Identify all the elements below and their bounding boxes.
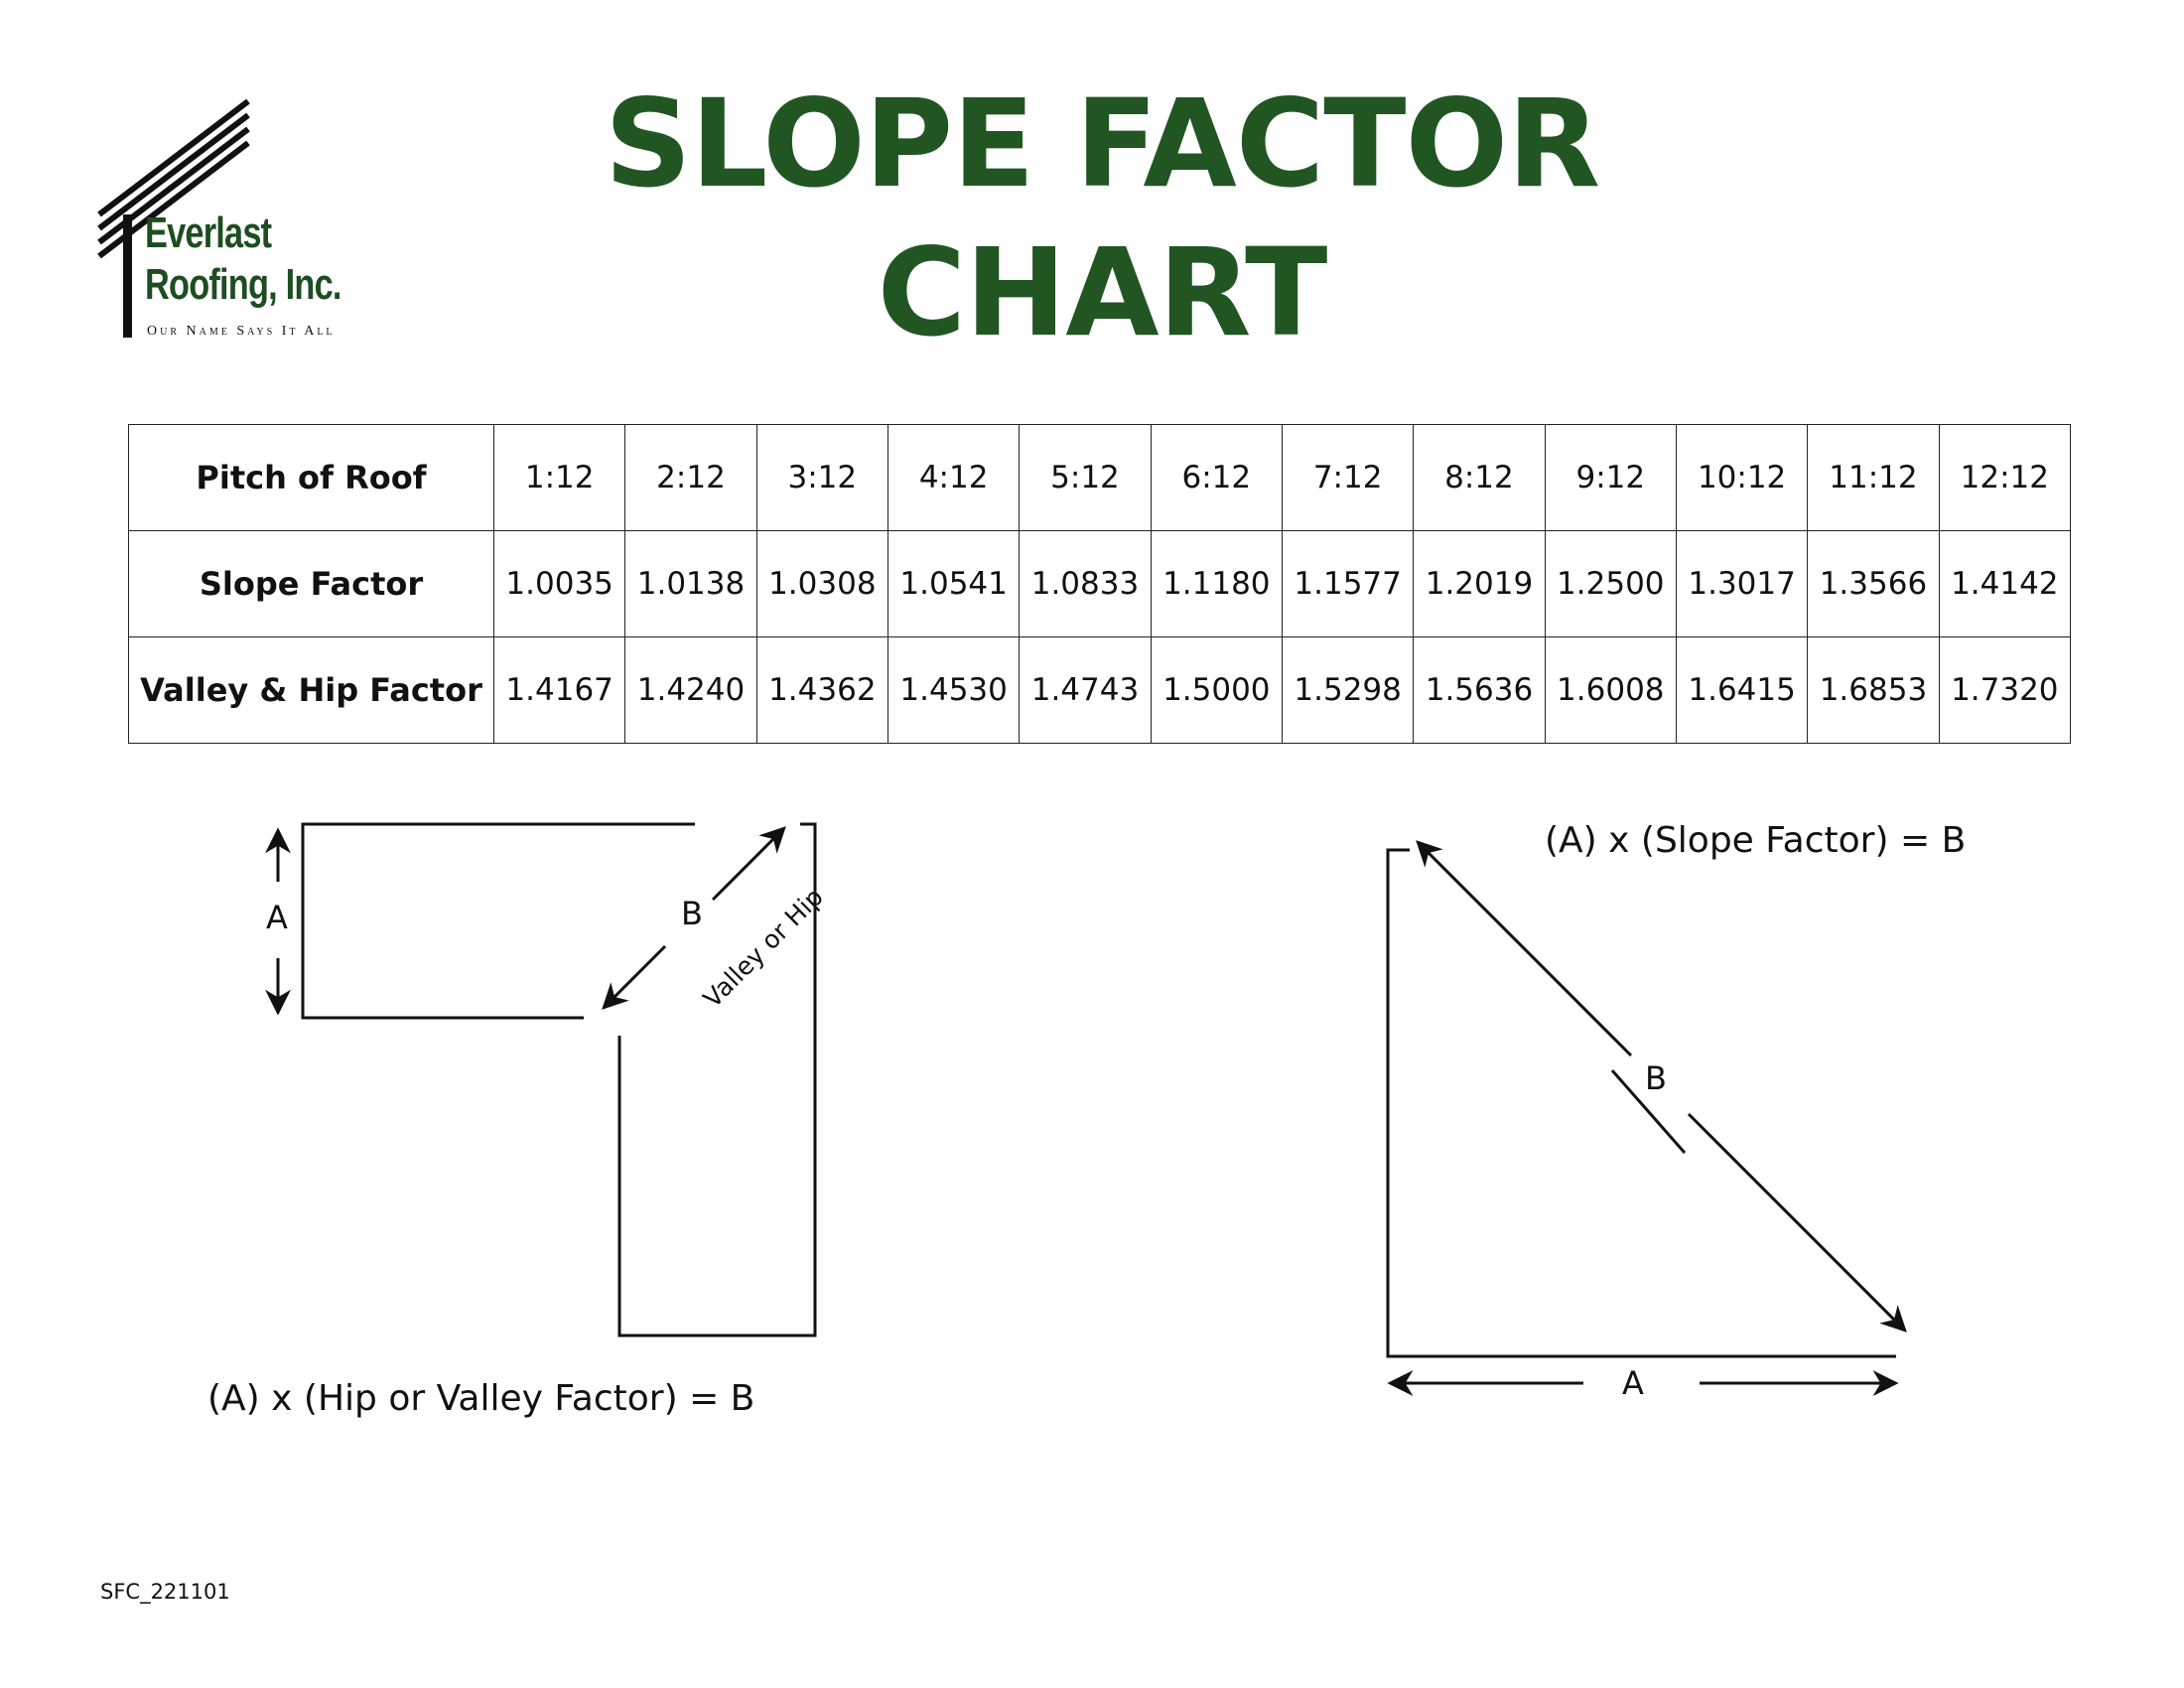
pitch-cell: 5:12 bbox=[1020, 425, 1151, 531]
valley-factor-cell: 1.5000 bbox=[1151, 637, 1282, 744]
pitch-cell: 4:12 bbox=[887, 425, 1019, 531]
valley-factor-cell: 1.4362 bbox=[756, 637, 887, 744]
title-line-2: CHART bbox=[877, 222, 1327, 363]
right-label-a: A bbox=[1622, 1364, 1644, 1402]
slope-factor-cell: 1.0541 bbox=[887, 531, 1019, 637]
right-label-b: B bbox=[1645, 1059, 1667, 1097]
valley-factor-cell: 1.4530 bbox=[887, 637, 1019, 744]
pitch-cell: 6:12 bbox=[1151, 425, 1282, 531]
row-header-pitch: Pitch of Roof bbox=[129, 425, 494, 531]
document-code: SFC_221101 bbox=[100, 1580, 230, 1604]
slope-factor-cell: 1.0308 bbox=[756, 531, 887, 637]
row-header-valley: Valley & Hip Factor bbox=[129, 637, 494, 744]
slope-factor-cell: 1.1577 bbox=[1282, 531, 1413, 637]
slope-factor-cell: 1.0035 bbox=[494, 531, 625, 637]
left-label-b: B bbox=[681, 895, 703, 932]
valley-factor-cell: 1.5636 bbox=[1414, 637, 1545, 744]
slope-factor-cell: 1.1180 bbox=[1151, 531, 1282, 637]
pitch-cell: 10:12 bbox=[1676, 425, 1807, 531]
b-arrow-up-right bbox=[713, 828, 784, 900]
pitch-cell: 8:12 bbox=[1414, 425, 1545, 531]
row-header-slope: Slope Factor bbox=[129, 531, 494, 637]
pitch-cell: 1:12 bbox=[494, 425, 625, 531]
pitch-cell: 2:12 bbox=[625, 425, 756, 531]
valley-plan-top-outline bbox=[303, 824, 695, 1018]
pitch-cell: 9:12 bbox=[1545, 425, 1676, 531]
pitch-cell: 12:12 bbox=[1939, 425, 2070, 531]
logo-company-name-line1: Everlast bbox=[145, 209, 272, 257]
slope-arrow-down bbox=[1689, 1114, 1905, 1331]
valley-or-hip-label: Valley or Hip bbox=[697, 882, 829, 1014]
left-label-a: A bbox=[266, 899, 288, 936]
pitch-cell: 3:12 bbox=[756, 425, 887, 531]
valley-factor-cell: 1.4167 bbox=[494, 637, 625, 744]
valley-factor-cell: 1.6008 bbox=[1545, 637, 1676, 744]
valley-factor-cell: 1.6415 bbox=[1676, 637, 1807, 744]
valley-factor-cell: 1.4240 bbox=[625, 637, 756, 744]
title-line-1: SLOPE FACTOR bbox=[604, 73, 1600, 214]
slope-factor-cell: 1.0138 bbox=[625, 531, 756, 637]
left-formula: (A) x (Hip or Valley Factor) = B bbox=[207, 1378, 755, 1419]
slope-factor-cell: 1.2019 bbox=[1414, 531, 1545, 637]
valley-plan-right-outline bbox=[619, 824, 815, 1336]
logo-tagline: Our Name Says It All bbox=[147, 324, 336, 339]
valley-factor-cell: 1.4743 bbox=[1020, 637, 1151, 744]
slope-factor-cell: 1.3017 bbox=[1676, 531, 1807, 637]
b-arrow-down-left bbox=[604, 946, 665, 1008]
slope-factor-cell: 1.3566 bbox=[1808, 531, 1939, 637]
valley-factor-cell: 1.7320 bbox=[1939, 637, 2070, 744]
valley-factor-cell: 1.5298 bbox=[1282, 637, 1413, 744]
logo-company-name-line2: Roofing, Inc. bbox=[145, 260, 341, 309]
slope-factor-cell: 1.0833 bbox=[1020, 531, 1151, 637]
slope-factor-cell: 1.4142 bbox=[1939, 531, 2070, 637]
right-formula: (A) x (Slope Factor) = B bbox=[1545, 820, 1967, 861]
pitch-cell: 7:12 bbox=[1282, 425, 1413, 531]
slope-factor-cell: 1.2500 bbox=[1545, 531, 1676, 637]
slope-arrow-up bbox=[1418, 842, 1631, 1055]
valley-factor-cell: 1.6853 bbox=[1808, 637, 1939, 744]
pitch-cell: 11:12 bbox=[1808, 425, 1939, 531]
